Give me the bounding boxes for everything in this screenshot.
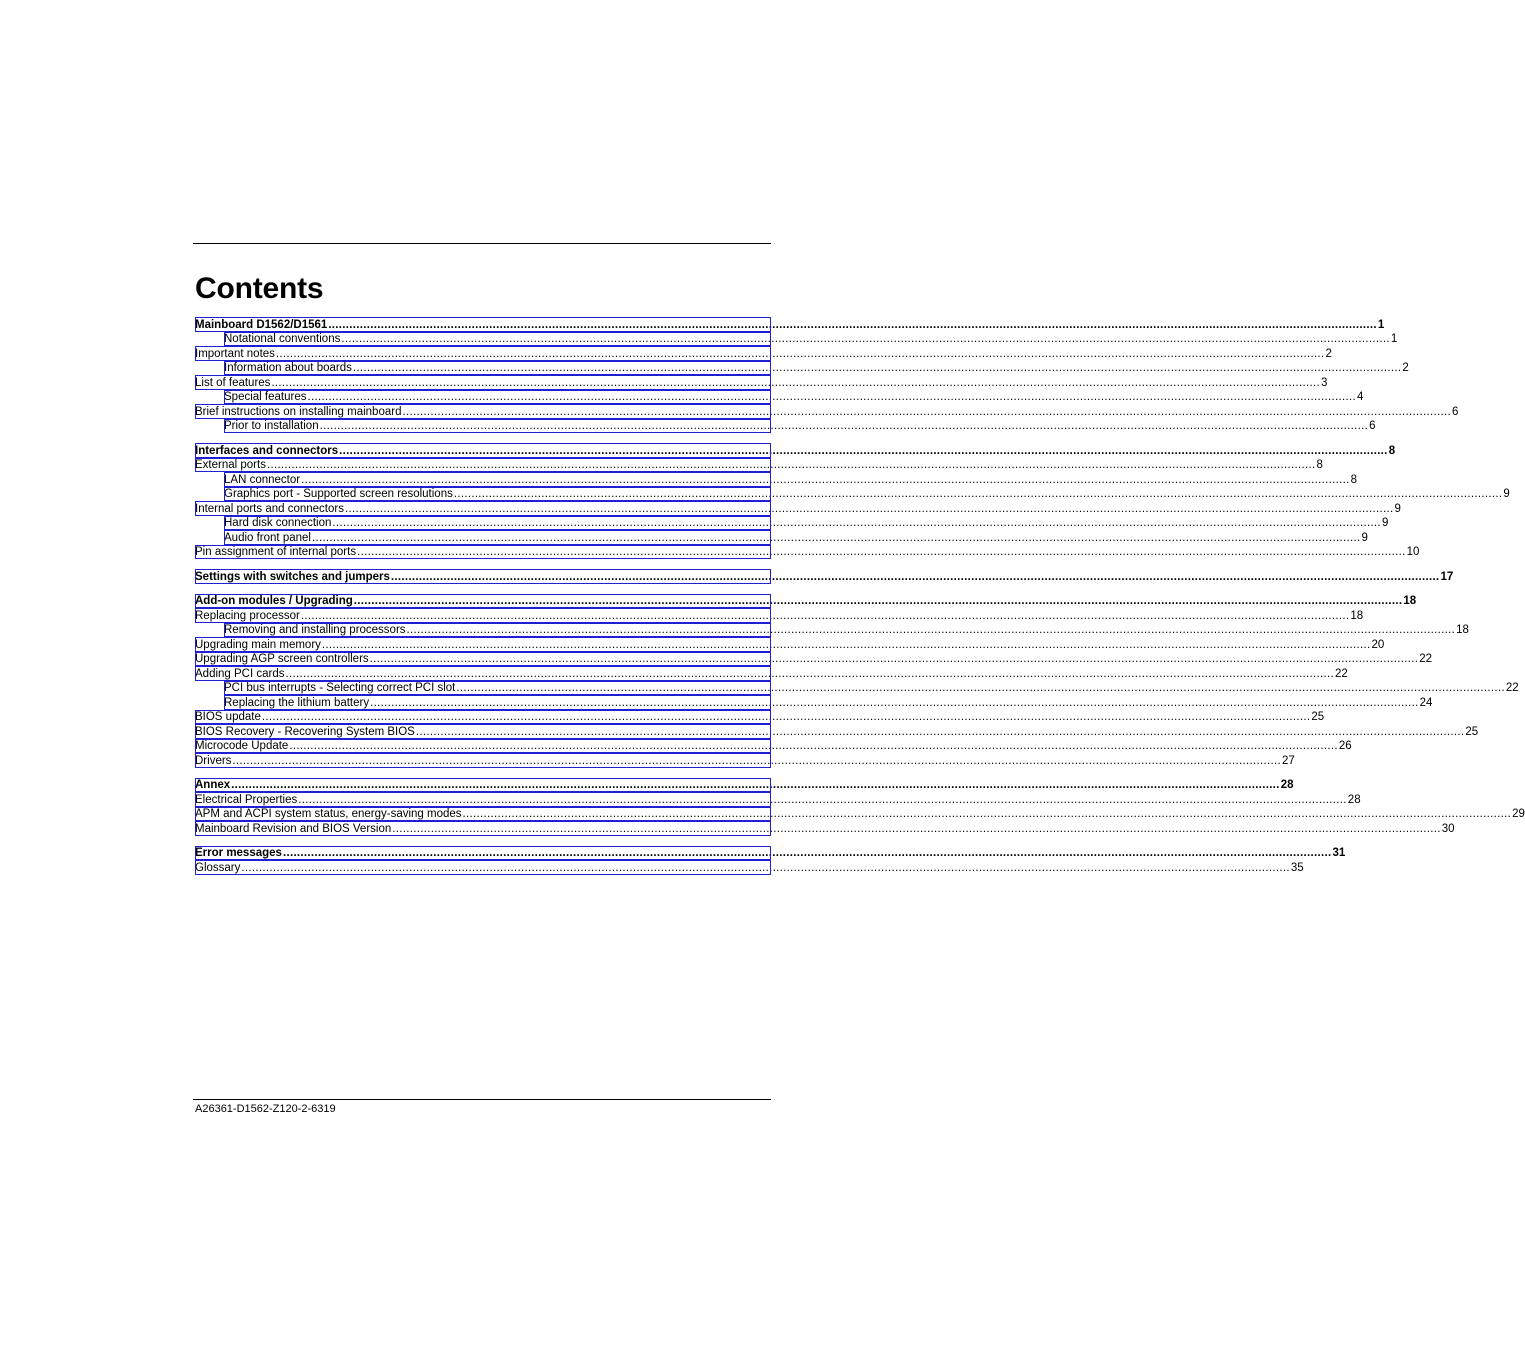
toc-page-number: 6: [1369, 420, 1376, 432]
toc-leader-dots: ............................................................................................................................................................................................................................................................................................................: [321, 638, 1371, 651]
toc-entry-link[interactable]: [224, 332, 1398, 347]
toc-page-number: 31: [1332, 847, 1346, 859]
toc-entry-title: Internal ports and connectors: [195, 502, 344, 515]
toc-page-number: 24: [1419, 696, 1433, 709]
toc-leader-dots: ............................................................................................................................................................................................................................................................................................................: [369, 653, 1419, 665]
toc-leader-dots: ............................................................................................................................................................................................................................................................................................................: [462, 808, 1512, 820]
toc-entry-title: Upgrading main memory: [195, 638, 321, 651]
toc-page-number: 8: [1388, 444, 1396, 457]
toc-entry-link[interactable]: [195, 807, 1525, 822]
toc-page-number: 9: [1361, 531, 1368, 544]
toc-page-number: 9: [1503, 488, 1510, 500]
toc-leader-dots: ............................................................................................................................................................................................................................................................................................................: [285, 667, 1335, 680]
toc-leader-dots: ............................................................................................................................................................................................................................................................................................................: [390, 570, 1440, 583]
toc-page-number: 3: [1320, 376, 1328, 389]
toc-entry-link[interactable]: [195, 860, 1304, 875]
toc-leader-dots: ............................................................................................................................................................................................................................................................................................................: [271, 376, 1320, 389]
toc-entry-link[interactable]: [195, 846, 1346, 861]
toc-leader-dots: ............................................................................................................................................................................................................................................................................................................: [289, 740, 1338, 752]
toc-entry-link[interactable]: [195, 404, 1459, 419]
toc-entry-title: Pin assignment of internal ports: [195, 546, 357, 558]
toc-entry-link[interactable]: [224, 487, 1510, 502]
toc-entry-title: BIOS update: [195, 711, 261, 723]
toc-entry-link[interactable]: [195, 739, 1352, 754]
toc-leader-dots: ............................................................................................................................................................................................................................................................................................................: [352, 362, 1402, 374]
toc-entry-link[interactable]: [195, 375, 1328, 390]
toc-page-number: 25: [1465, 725, 1479, 738]
toc-page-number: 8: [1350, 473, 1358, 486]
toc-entry-title: Adding PCI cards: [195, 667, 285, 680]
toc-leader-dots: ............................................................................................................................................................................................................................................................................................................: [456, 682, 1505, 694]
toc-entry-title: Replacing the lithium battery: [224, 696, 370, 709]
toc-entry-title: List of features: [195, 376, 271, 389]
toc-entry-title: Annex: [195, 779, 231, 791]
toc-page-number: 22: [1419, 653, 1432, 665]
toc-leader-dots: ............................................................................................................................................................................................................................................................................................................: [341, 333, 1390, 345]
toc-entry-link[interactable]: [224, 419, 1376, 434]
toc-page-number: 1: [1390, 333, 1398, 345]
toc-leader-dots: ............................................................................................................................................................................................................................................................................................................: [231, 779, 1280, 791]
toc-entry-link[interactable]: [224, 623, 1469, 638]
toc-entry-title: Drivers: [195, 754, 232, 767]
toc-page-number: 4: [1357, 391, 1364, 403]
toc-page-number: 8: [1316, 459, 1323, 471]
toc-entry-link[interactable]: [195, 778, 1294, 793]
toc-entry-title: Interfaces and connectors: [195, 444, 339, 457]
toc-page-number: 28: [1347, 793, 1361, 806]
toc-page-number: 22: [1335, 667, 1348, 680]
toc-entry-link[interactable]: [195, 821, 1455, 836]
toc-entry-title: APM and ACPI system status, energy-saving modes: [195, 808, 462, 820]
toc-entry-link[interactable]: [224, 390, 1364, 405]
toc-leader-dots: ............................................................................................................................................................................................................................................................................................................: [406, 624, 1456, 636]
toc-entry-title: Brief instructions on installing mainboard: [195, 405, 402, 418]
toc-entry-title: Upgrading AGP screen controllers: [195, 653, 369, 665]
footer-rule: [193, 1099, 771, 1100]
toc-entry-link[interactable]: [224, 681, 1519, 696]
toc-leader-dots: ............................................................................................................................................................................................................................................................................................................: [241, 861, 1290, 874]
footer-document-code: A26361-D1562-Z120-2-6319: [195, 1103, 336, 1115]
toc-page-number: 9: [1381, 517, 1389, 529]
toc-entry-link[interactable]: [224, 361, 1409, 376]
toc-leader-dots: ............................................................................................................................................................................................................................................................................................................: [353, 595, 1403, 607]
toc-entry-link[interactable]: [195, 753, 1295, 768]
toc-entry-title: Mainboard D1562/D1561: [195, 318, 328, 331]
toc-entry-link[interactable]: [195, 724, 1479, 739]
toc-entry-link[interactable]: [224, 472, 1358, 487]
toc-leader-dots: ............................................................................................................................................................................................................................................................................................................: [266, 459, 1316, 471]
toc-entry-title: Mainboard Revision and BIOS Version: [195, 822, 392, 835]
toc-leader-dots: ............................................................................................................................................................................................................................................................................................................: [307, 391, 1356, 403]
toc-entry-link[interactable]: [195, 652, 1432, 667]
toc-leader-dots: ............................................................................................................................................................................................................................................................................................................: [328, 318, 1377, 331]
toc-page-number: 2: [1402, 362, 1409, 374]
toc-page-number: 30: [1441, 822, 1455, 835]
toc-leader-dots: ............................................................................................................................................................................................................................................................................................................: [319, 420, 1369, 432]
toc-entry-title: Settings with switches and jumpers: [195, 570, 390, 583]
toc-leader-dots: ............................................................................................................................................................................................................................................................................................................: [344, 502, 1394, 515]
table-of-contents: [195, 317, 1525, 875]
toc-entry-link[interactable]: [195, 608, 1364, 623]
toc-leader-dots: ............................................................................................................................................................................................................................................................................................................: [298, 793, 1347, 806]
toc-entry-link[interactable]: [195, 443, 1396, 458]
toc-page-number: 35: [1290, 861, 1304, 874]
toc-page-number: 22: [1505, 682, 1519, 694]
toc-leader-dots: ............................................................................................................................................................................................................................................................................................................: [282, 847, 1332, 859]
toc-entry-link[interactable]: [195, 545, 1420, 560]
toc-page-number: 26: [1338, 740, 1352, 752]
toc-entry-title: Add-on modules / Upgrading: [195, 595, 353, 607]
toc-leader-dots: ............................................................................................................................................................................................................................................................................................................: [370, 696, 1419, 709]
toc-leader-dots: ............................................................................................................................................................................................................................................................................................................: [357, 546, 1406, 558]
toc-entry-title: Special features: [224, 391, 307, 403]
toc-entry-title: Notational conventions: [224, 333, 341, 345]
toc-entry-title: Microcode Update: [195, 740, 289, 752]
toc-page-number: 18: [1403, 595, 1417, 607]
toc-leader-dots: ............................................................................................................................................................................................................................................................................................................: [339, 444, 1388, 457]
toc-leader-dots: ............................................................................................................................................................................................................................................................................................................: [301, 473, 1350, 486]
header-rule: [193, 243, 771, 244]
toc-entry-title: Hard disk connection: [224, 517, 332, 529]
toc-entry-title: Graphics port - Supported screen resolutions: [224, 488, 453, 500]
toc-entry-link[interactable]: [195, 501, 1401, 516]
toc-entry-title: Error messages: [195, 847, 282, 859]
toc-page-number: 29: [1512, 808, 1525, 820]
toc-leader-dots: ............................................................................................................................................................................................................................................................................................................: [332, 517, 1381, 529]
toc-entry-link[interactable]: [224, 516, 1389, 531]
toc-entry-title: Glossary: [195, 861, 241, 874]
toc-leader-dots: ............................................................................................................................................................................................................................................................................................................: [392, 822, 1441, 835]
toc-entry-link[interactable]: [195, 666, 1348, 681]
toc-leader-dots: ............................................................................................................................................................................................................................................................................................................: [232, 754, 1281, 767]
toc-page-number: 1: [1377, 318, 1385, 331]
toc-leader-dots: ............................................................................................................................................................................................................................................................................................................: [415, 725, 1465, 738]
toc-leader-dots: ............................................................................................................................................................................................................................................................................................................: [311, 531, 1361, 544]
toc-entry-title: BIOS Recovery - Recovering System BIOS: [195, 725, 415, 738]
toc-entry-link[interactable]: [224, 695, 1433, 710]
page-title: Contents: [195, 272, 324, 305]
toc-page-number: 6: [1452, 405, 1459, 418]
toc-leader-dots: ............................................................................................................................................................................................................................................................................................................: [300, 609, 1350, 622]
toc-entry-title: External ports: [195, 459, 266, 471]
toc-leader-dots: ............................................................................................................................................................................................................................................................................................................: [261, 711, 1311, 723]
toc-entry-title: Important notes: [195, 347, 275, 360]
toc-page-number: 10: [1406, 546, 1420, 558]
toc-entry-link[interactable]: [224, 530, 1368, 545]
toc-page-number: 17: [1440, 570, 1454, 583]
toc-entry-link[interactable]: [195, 569, 1454, 584]
toc-entry-title: Information about boards: [224, 362, 352, 374]
toc-entry-title: Removing and installing processors: [224, 624, 406, 636]
toc-leader-dots: ............................................................................................................................................................................................................................................................................................................: [402, 405, 1451, 418]
toc-page-number: 9: [1394, 502, 1401, 515]
toc-page-number: 18: [1456, 624, 1469, 636]
toc-entry-title: Replacing processor: [195, 609, 300, 622]
toc-entry-link[interactable]: [195, 458, 1323, 473]
toc-page-number: 25: [1311, 711, 1325, 723]
toc-entry-link[interactable]: [195, 317, 1385, 332]
toc-entry-link[interactable]: [195, 637, 1385, 652]
toc-entry-title: PCI bus interrupts - Selecting correct PCI slot: [224, 682, 456, 694]
toc-entry-title: LAN connector: [224, 473, 301, 486]
toc-entry-title: Electrical Properties: [195, 793, 298, 806]
toc-leader-dots: ............................................................................................................................................................................................................................................................................................................: [453, 488, 1503, 500]
toc-entry-link[interactable]: [195, 792, 1361, 807]
toc-entry-title: Prior to installation: [224, 420, 319, 432]
toc-page-number: 20: [1371, 638, 1385, 651]
toc-page-number: 18: [1350, 609, 1364, 622]
toc-entry-link[interactable]: [195, 594, 1417, 609]
toc-page-number: 28: [1280, 779, 1294, 791]
toc-page-number: 2: [1325, 347, 1332, 360]
toc-entry-link[interactable]: [195, 346, 1332, 361]
toc-page-number: 27: [1281, 754, 1295, 767]
toc-leader-dots: ............................................................................................................................................................................................................................................................................................................: [275, 347, 1325, 360]
toc-entry-title: Audio front panel: [224, 531, 311, 544]
toc-entry-link[interactable]: [195, 710, 1325, 725]
